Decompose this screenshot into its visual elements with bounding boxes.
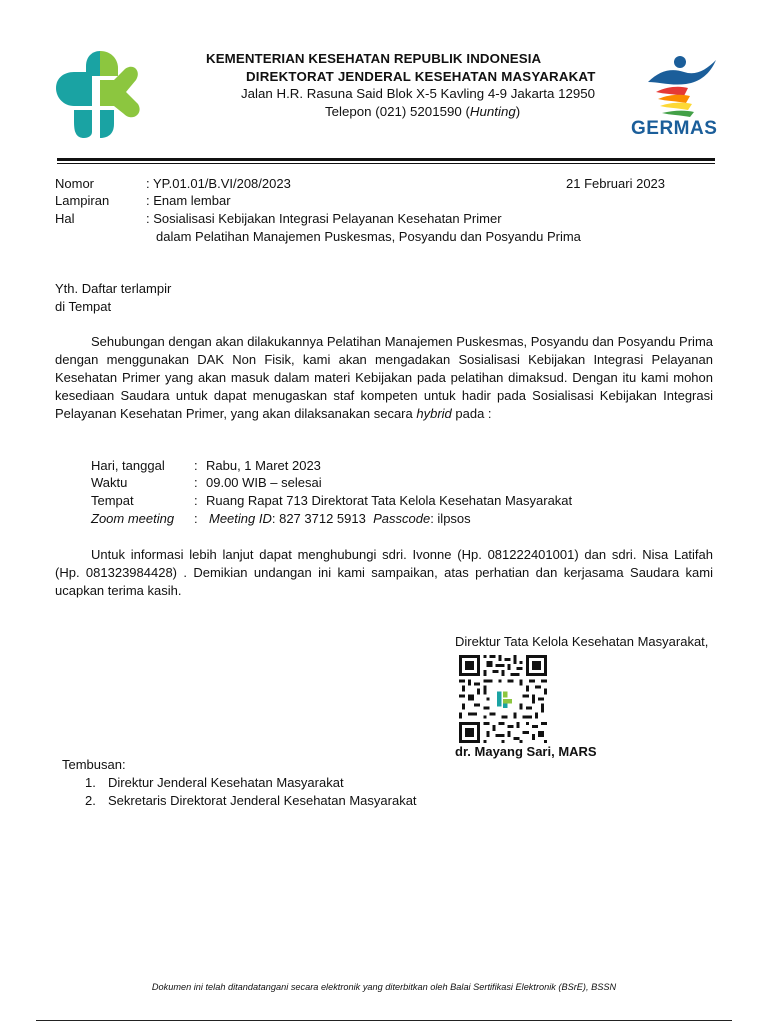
nomor-value: : YP.01.01/B.VI/208/2023 [146, 176, 291, 191]
schedule-time-value: 09.00 WIB – selesai [206, 475, 322, 490]
kemenkes-logo [52, 48, 142, 138]
cc-heading: Tembusan: [62, 757, 126, 772]
lampiran-value: : Enam lembar [146, 193, 231, 208]
schedule-time-colon: : [194, 475, 198, 490]
body-paragraph-1: Sehubungan dengan akan dilakukannya Pelatihan Manajemen Puskesmas, Posyandu dan Posyandu Prima dengan menggunakan DAK Non Fisik, kami akan mengadakan Sosialisasi Kebijakan Integrasi Pelayanan Kesehatan Primer yang akan masuk dalam materi Kebijakan pada pelatihan dimaksud. Dengan itu kami mohon kesediaan Saudara untuk dapat menugaskan staf kompeten untuk hadir pada Sosialisasi Kebijakan Integrasi Pelayanan Kesehatan Primer, yang akan dilaksanakan secara hybrid pada : [55, 334, 713, 421]
lampiran-label: Lampiran [55, 193, 110, 208]
letterhead-phone: Telepon (021) 5201590 (Hunting) [325, 104, 521, 119]
hal-value-line2: dalam Pelatihan Manajemen Puskesmas, Posyandu dan Posyandu Prima [156, 229, 581, 244]
recipient-line1: Yth. Daftar terlampir [55, 281, 172, 296]
footer-rule [36, 1020, 732, 1021]
hal-label: Hal [55, 211, 75, 226]
schedule-day-label: Hari, tanggal [91, 458, 165, 473]
schedule-time-label: Waktu [91, 475, 128, 490]
hal-value-line1: : Sosialisasi Kebijakan Integrasi Pelayanan Kesehatan Primer [146, 211, 502, 226]
signatory-title: Direktur Tata Kelola Kesehatan Masyarakat, [455, 634, 709, 649]
schedule-day-value: Rabu, 1 Maret 2023 [206, 458, 321, 473]
schedule-place-value: Ruang Rapat 713 Direktorat Tata Kelola Kesehatan Masyarakat [206, 493, 573, 508]
letterhead-directorate: DIREKTORAT JENDERAL KESEHATAN MASYARAKAT [246, 69, 596, 84]
cc-item-2-number: 2. [85, 793, 96, 808]
schedule-zoom-value: Meeting ID: 827 3712 5913 Passcode: ilpsos [209, 511, 471, 526]
cc-item-2: Sekretaris Direktorat Jenderal Kesehatan Masyarakat [108, 793, 417, 808]
schedule-place-label: Tempat [91, 493, 134, 508]
cc-item-1-number: 1. [85, 775, 96, 790]
schedule-zoom-colon: : [194, 511, 198, 526]
signatory-name: dr. Mayang Sari, MARS [455, 744, 597, 759]
letterhead-ministry: KEMENTERIAN KESEHATAN REPUBLIK INDONESIA [206, 51, 542, 66]
schedule-zoom-label: Zoom meeting [91, 511, 175, 526]
recipient-line2: di Tempat [55, 299, 112, 314]
letterhead-rule-thick [57, 158, 715, 161]
body-paragraph-2: Untuk informasi lebih lanjut dapat menghubungi sdri. Ivonne (Hp. 081222401001) dan sdri. Nisa Latifah (Hp. 081323984428) . Demikian undangan ini kami sampaikan, atas perhatian dan kerjasama Saudara kami ucapkan terima kasih. [55, 547, 713, 598]
schedule-day-colon: : [194, 458, 198, 473]
letter-date: 21 Februari 2023 [566, 176, 666, 191]
germas-wordmark: GERMAS [631, 118, 718, 139]
letterhead-address: Jalan H.R. Rasuna Said Blok X-5 Kavling 4-9 Jakarta 12950 [241, 86, 596, 101]
cc-item-1: Direktur Jenderal Kesehatan Masyarakat [108, 775, 344, 790]
letterhead-rule-thin [57, 163, 715, 164]
schedule-place-colon: : [194, 493, 198, 508]
nomor-label: Nomor [55, 176, 95, 191]
footer-esign-note: Dokumen ini telah ditandatangani secara elektronik yang diterbitkan oleh Balai Sertifikasi Elektronik (BSrE), BSSN [151, 982, 617, 992]
qr-code-signature [459, 655, 547, 743]
